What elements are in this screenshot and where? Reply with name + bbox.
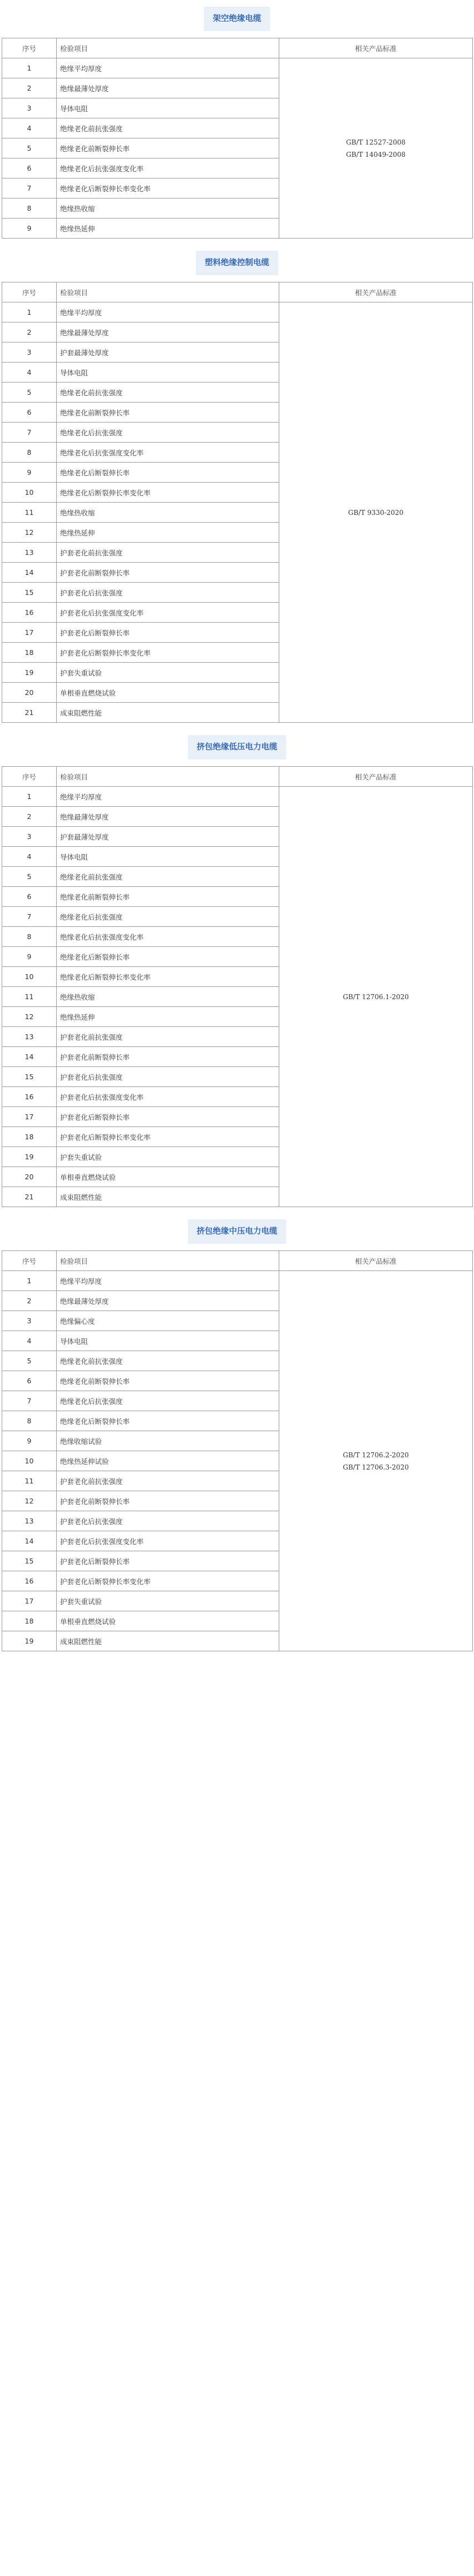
header-no: 序号 xyxy=(2,38,57,58)
row-number: 12 xyxy=(2,1491,57,1511)
inspection-item: 单根垂直燃烧试验 xyxy=(57,1611,279,1631)
inspection-item: 绝缘老化后抗张强度 xyxy=(57,907,279,927)
inspection-item: 护套老化后抗张强度 xyxy=(57,1067,279,1087)
product-standard: GB/T 12527-2008 xyxy=(345,138,406,146)
row-number: 15 xyxy=(2,1067,57,1087)
table-row xyxy=(2,302,473,322)
inspection-table xyxy=(2,766,473,1207)
section xyxy=(0,735,474,1207)
header-item: 检验项目 xyxy=(57,38,279,58)
product-standard-cell xyxy=(279,58,473,239)
row-number: 2 xyxy=(2,807,57,827)
inspection-item: 导体电阻 xyxy=(57,1331,279,1351)
row-number: 9 xyxy=(2,219,57,239)
inspection-item: 绝缘平均厚度 xyxy=(57,58,279,78)
row-number: 11 xyxy=(2,503,57,523)
inspection-item: 绝缘热收缩 xyxy=(57,503,279,523)
row-number: 14 xyxy=(2,1047,57,1067)
product-standard: GB/T 14049-2008 xyxy=(345,150,406,158)
row-number: 7 xyxy=(2,1391,57,1411)
inspection-item: 绝缘老化后断裂伸长率 xyxy=(57,1411,279,1431)
row-number: 17 xyxy=(2,1107,57,1127)
inspection-item: 绝缘热延伸 xyxy=(57,1007,279,1027)
inspection-item: 绝缘老化后抗张强度 xyxy=(57,1391,279,1411)
row-number: 9 xyxy=(2,1431,57,1451)
header-standard: 相关产品标准 xyxy=(279,282,473,302)
row-number: 4 xyxy=(2,847,57,867)
row-number: 3 xyxy=(2,98,57,118)
row-number: 14 xyxy=(2,563,57,583)
table-header-row xyxy=(2,38,473,58)
inspection-item: 护套失重试验 xyxy=(57,663,279,683)
row-number: 17 xyxy=(2,1591,57,1611)
row-number: 4 xyxy=(2,118,57,138)
row-number: 3 xyxy=(2,1311,57,1331)
inspection-item: 护套老化后抗张强度变化率 xyxy=(57,1087,279,1107)
header-no: 序号 xyxy=(2,1251,57,1271)
inspection-item: 护套失重试验 xyxy=(57,1147,279,1167)
row-number: 1 xyxy=(2,1271,57,1291)
section-title: 挤包绝缘中压电力电缆 xyxy=(188,1219,287,1244)
section-title-row xyxy=(0,251,474,282)
inspection-table xyxy=(2,38,473,239)
inspection-item: 绝缘老化前抗张强度 xyxy=(57,867,279,887)
row-number: 7 xyxy=(2,178,57,198)
header-item: 检验项目 xyxy=(57,767,279,787)
product-standard: GB/T 12706.2-2020 xyxy=(343,1451,409,1459)
row-number: 8 xyxy=(2,1411,57,1431)
table-row xyxy=(2,58,473,78)
inspection-item: 绝缘老化前断裂伸长率 xyxy=(57,403,279,423)
inspection-table xyxy=(2,282,473,723)
row-number: 1 xyxy=(2,58,57,78)
row-number: 18 xyxy=(2,1611,57,1631)
row-number: 3 xyxy=(2,343,57,363)
inspection-item: 成束阻燃性能 xyxy=(57,1631,279,1651)
row-number: 5 xyxy=(2,383,57,403)
inspection-item: 绝缘热延伸 xyxy=(57,219,279,239)
inspection-item: 护套最薄处厚度 xyxy=(57,827,279,847)
inspection-item: 护套老化后抗张强度变化率 xyxy=(57,1531,279,1551)
header-no: 序号 xyxy=(2,282,57,302)
inspection-item: 护套老化前断裂伸长率 xyxy=(57,1047,279,1067)
row-number: 8 xyxy=(2,927,57,947)
row-number: 4 xyxy=(2,1331,57,1351)
inspection-item: 绝缘老化后断裂伸长率变化率 xyxy=(57,483,279,503)
inspection-item: 单根垂直燃烧试验 xyxy=(57,683,279,703)
section-title: 架空绝缘电缆 xyxy=(204,7,270,31)
section-gap xyxy=(0,723,474,735)
inspection-item: 护套老化后抗张强度 xyxy=(57,1511,279,1531)
row-number: 10 xyxy=(2,1451,57,1471)
row-number: 6 xyxy=(2,158,57,178)
row-number: 13 xyxy=(2,1511,57,1531)
inspection-item: 绝缘热收缩 xyxy=(57,198,279,219)
row-number: 16 xyxy=(2,1087,57,1107)
product-standard: GB/T 9330-2020 xyxy=(348,508,404,517)
row-number: 12 xyxy=(2,1007,57,1027)
inspection-item: 绝缘平均厚度 xyxy=(57,787,279,807)
row-number: 13 xyxy=(2,1027,57,1047)
inspection-item: 绝缘老化后断裂伸长率变化率 xyxy=(57,967,279,987)
section-title-row xyxy=(0,7,474,38)
inspection-item: 成束阻燃性能 xyxy=(57,703,279,723)
row-number: 2 xyxy=(2,322,57,343)
inspection-item: 绝缘偏心度 xyxy=(57,1311,279,1331)
section-title: 挤包绝缘低压电力电缆 xyxy=(188,735,287,760)
table-row xyxy=(2,1271,473,1291)
row-number: 10 xyxy=(2,967,57,987)
inspection-item: 绝缘老化前断裂伸长率 xyxy=(57,138,279,158)
row-number: 7 xyxy=(2,423,57,443)
inspection-item: 绝缘最薄处厚度 xyxy=(57,807,279,827)
inspection-item: 绝缘老化前抗张强度 xyxy=(57,383,279,403)
row-number: 1 xyxy=(2,787,57,807)
row-number: 2 xyxy=(2,78,57,98)
inspection-item: 护套老化后断裂伸长率 xyxy=(57,623,279,643)
row-number: 17 xyxy=(2,623,57,643)
row-number: 5 xyxy=(2,138,57,158)
row-number: 11 xyxy=(2,1471,57,1491)
row-number: 21 xyxy=(2,1187,57,1207)
inspection-item: 绝缘最薄处厚度 xyxy=(57,1291,279,1311)
section-gap xyxy=(0,239,474,251)
inspection-item: 导体电阻 xyxy=(57,363,279,383)
row-number: 5 xyxy=(2,867,57,887)
section-title-row xyxy=(0,735,474,766)
header-no: 序号 xyxy=(2,767,57,787)
inspection-item: 绝缘老化后断裂伸长率 xyxy=(57,947,279,967)
row-number: 6 xyxy=(2,1371,57,1391)
table-header-row xyxy=(2,767,473,787)
row-number: 16 xyxy=(2,1571,57,1591)
table-header-row xyxy=(2,282,473,302)
inspection-item: 绝缘老化前断裂伸长率 xyxy=(57,887,279,907)
product-standard: GB/T 12706.3-2020 xyxy=(343,1463,409,1471)
inspection-item: 护套老化后断裂伸长率变化率 xyxy=(57,1571,279,1591)
row-number: 20 xyxy=(2,683,57,703)
inspection-item: 绝缘老化后抗张强度变化率 xyxy=(57,927,279,947)
inspection-item: 护套老化后断裂伸长率变化率 xyxy=(57,643,279,663)
inspection-item: 导体电阻 xyxy=(57,98,279,118)
inspection-item: 绝缘热收缩 xyxy=(57,987,279,1007)
inspection-item: 绝缘老化后断裂伸长率变化率 xyxy=(57,178,279,198)
row-number: 10 xyxy=(2,483,57,503)
inspection-item: 护套老化前抗张强度 xyxy=(57,1027,279,1047)
table-header-row xyxy=(2,1251,473,1271)
inspection-item: 绝缘老化后抗张强度 xyxy=(57,423,279,443)
row-number: 13 xyxy=(2,543,57,563)
section xyxy=(0,7,474,239)
row-number: 8 xyxy=(2,443,57,463)
inspection-item: 绝缘平均厚度 xyxy=(57,1271,279,1291)
inspection-item: 护套老化前断裂伸长率 xyxy=(57,563,279,583)
header-standard: 相关产品标准 xyxy=(279,1251,473,1271)
row-number: 11 xyxy=(2,987,57,1007)
inspection-item: 护套老化后抗张强度 xyxy=(57,583,279,603)
section xyxy=(0,1219,474,1651)
row-number: 1 xyxy=(2,302,57,322)
header-standard: 相关产品标准 xyxy=(279,767,473,787)
inspection-item: 护套老化后断裂伸长率 xyxy=(57,1551,279,1571)
inspection-item: 绝缘老化前断裂伸长率 xyxy=(57,1371,279,1391)
row-number: 15 xyxy=(2,583,57,603)
row-number: 7 xyxy=(2,907,57,927)
row-number: 8 xyxy=(2,198,57,219)
inspection-item: 护套老化后断裂伸长率 xyxy=(57,1107,279,1127)
product-standard-cell xyxy=(279,302,473,723)
header-item: 检验项目 xyxy=(57,282,279,302)
inspection-item: 护套老化后抗张强度变化率 xyxy=(57,603,279,623)
inspection-item: 导体电阻 xyxy=(57,847,279,867)
row-number: 18 xyxy=(2,1127,57,1147)
row-number: 14 xyxy=(2,1531,57,1551)
row-number: 3 xyxy=(2,827,57,847)
row-number: 20 xyxy=(2,1167,57,1187)
inspection-item: 护套失重试验 xyxy=(57,1591,279,1611)
row-number: 18 xyxy=(2,643,57,663)
inspection-item: 绝缘热延伸试验 xyxy=(57,1451,279,1471)
row-number: 19 xyxy=(2,1147,57,1167)
row-number: 12 xyxy=(2,523,57,543)
section-title: 塑料绝缘控制电缆 xyxy=(196,251,278,275)
inspection-table xyxy=(2,1250,473,1651)
row-number: 21 xyxy=(2,703,57,723)
row-number: 9 xyxy=(2,947,57,967)
inspection-item: 绝缘老化后抗张强度变化率 xyxy=(57,443,279,463)
inspection-item: 绝缘最薄处厚度 xyxy=(57,322,279,343)
section xyxy=(0,251,474,723)
row-number: 6 xyxy=(2,403,57,423)
header-standard: 相关产品标准 xyxy=(279,38,473,58)
product-standard: GB/T 12706.1-2020 xyxy=(343,992,409,1001)
inspection-item: 护套老化前抗张强度 xyxy=(57,543,279,563)
inspection-item: 绝缘热延伸 xyxy=(57,523,279,543)
product-standard-cell xyxy=(279,1271,473,1651)
inspection-item: 绝缘最薄处厚度 xyxy=(57,78,279,98)
inspection-item: 护套老化前抗张强度 xyxy=(57,1471,279,1491)
row-number: 15 xyxy=(2,1551,57,1571)
row-number: 16 xyxy=(2,603,57,623)
inspection-item: 绝缘老化前抗张强度 xyxy=(57,118,279,138)
inspection-item: 成束阻燃性能 xyxy=(57,1187,279,1207)
row-number: 6 xyxy=(2,887,57,907)
inspection-item: 单根垂直燃烧试验 xyxy=(57,1167,279,1187)
row-number: 2 xyxy=(2,1291,57,1311)
inspection-item: 护套老化前断裂伸长率 xyxy=(57,1491,279,1511)
section-gap xyxy=(0,1207,474,1219)
inspection-item: 绝缘收缩试验 xyxy=(57,1431,279,1451)
inspection-item: 绝缘老化后抗张强度变化率 xyxy=(57,158,279,178)
product-standard-cell xyxy=(279,787,473,1207)
header-item: 检验项目 xyxy=(57,1251,279,1271)
inspection-item: 绝缘老化后断裂伸长率 xyxy=(57,463,279,483)
row-number: 19 xyxy=(2,663,57,683)
inspection-item: 绝缘平均厚度 xyxy=(57,302,279,322)
inspection-item: 护套老化后断裂伸长率变化率 xyxy=(57,1127,279,1147)
inspection-item: 绝缘老化前抗张强度 xyxy=(57,1351,279,1371)
row-number: 9 xyxy=(2,463,57,483)
table-row xyxy=(2,787,473,807)
inspection-item: 护套最薄处厚度 xyxy=(57,343,279,363)
section-title-row xyxy=(0,1219,474,1250)
row-number: 5 xyxy=(2,1351,57,1371)
row-number: 19 xyxy=(2,1631,57,1651)
row-number: 4 xyxy=(2,363,57,383)
